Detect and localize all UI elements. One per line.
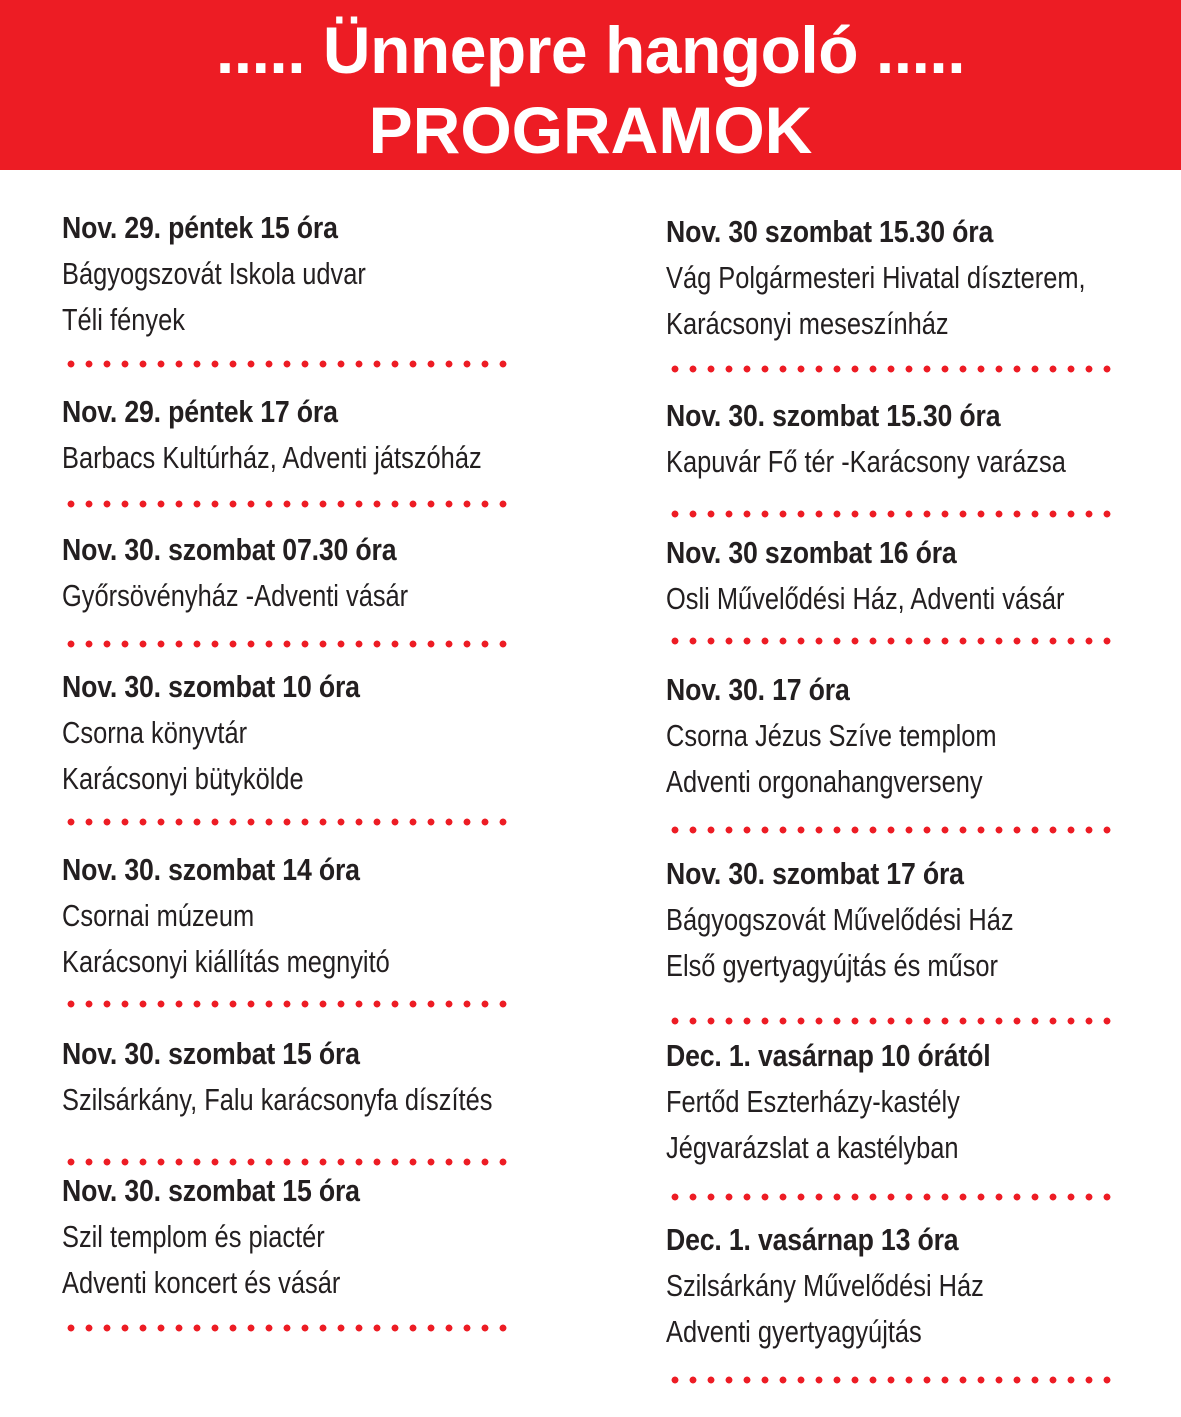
event-item bbox=[666, 530, 1136, 622]
event-description: Bágyogszovát Művelődési Ház bbox=[666, 902, 1014, 937]
event-item bbox=[62, 664, 532, 802]
event-datetime: Nov. 30. szombat 15.30 óra bbox=[666, 398, 1001, 433]
dotted-divider bbox=[62, 640, 514, 648]
dotted-divider bbox=[62, 1158, 514, 1166]
event-description: Szilsárkány Művelődési Ház bbox=[666, 1268, 984, 1303]
dotted-divider bbox=[666, 1376, 1118, 1384]
event-description: Karácsonyi meseszínház bbox=[666, 306, 949, 341]
event-datetime: Nov. 30 szombat 16 óra bbox=[666, 535, 957, 570]
event-description: Kapuvár Fő tér -Karácsony varázsa bbox=[666, 444, 1066, 479]
event-item bbox=[666, 209, 1136, 347]
event-description: Adventi gyertyagyújtás bbox=[666, 1314, 922, 1349]
event-datetime: Nov. 30. szombat 14 óra bbox=[62, 852, 360, 887]
event-description: Szil templom és piactér bbox=[62, 1219, 325, 1254]
event-description: Adventi koncert és vásár bbox=[62, 1265, 341, 1300]
event-description: Barbacs Kultúrház, Adventi játszóház bbox=[62, 440, 482, 475]
event-datetime: Nov. 30. szombat 15 óra bbox=[62, 1173, 360, 1208]
event-datetime: Nov. 30. szombat 10 óra bbox=[62, 669, 360, 704]
event-datetime: Nov. 29. péntek 17 óra bbox=[62, 394, 338, 429]
event-item bbox=[666, 667, 1136, 805]
dotted-divider bbox=[666, 1017, 1118, 1025]
header-subtitle: PROGRAMOK bbox=[368, 93, 813, 167]
dotted-divider bbox=[666, 826, 1118, 834]
event-item bbox=[62, 389, 532, 481]
event-description: Karácsonyi bütykölde bbox=[62, 761, 304, 796]
event-description: Téli fények bbox=[62, 302, 185, 337]
event-description: Csornai múzeum bbox=[62, 898, 255, 933]
event-datetime: Nov. 30. szombat 07.30 óra bbox=[62, 532, 397, 567]
event-item bbox=[666, 1033, 1136, 1171]
event-datetime: Nov. 30. szombat 17 óra bbox=[666, 856, 964, 891]
header-banner bbox=[0, 0, 1181, 170]
dotted-divider bbox=[62, 1324, 514, 1332]
dotted-divider bbox=[62, 818, 514, 826]
dotted-divider bbox=[666, 1193, 1118, 1201]
event-item bbox=[666, 851, 1136, 989]
event-description: Vág Polgármesteri Hivatal díszterem, bbox=[666, 260, 1086, 295]
event-item bbox=[62, 847, 532, 985]
event-datetime: Dec. 1. vasárnap 10 órától bbox=[666, 1038, 991, 1073]
dotted-divider bbox=[666, 365, 1118, 373]
event-description: Osli Művelődési Ház, Adventi vásár bbox=[666, 581, 1065, 616]
event-description: Győrsövényház -Adventi vásár bbox=[62, 578, 409, 613]
event-description: Csorna Jézus Szíve templom bbox=[666, 718, 997, 753]
event-description: Jégvarázslat a kastélyban bbox=[666, 1130, 959, 1165]
event-datetime: Dec. 1. vasárnap 13 óra bbox=[666, 1222, 959, 1257]
event-item bbox=[62, 1031, 532, 1123]
event-description: Fertőd Eszterházy-kastély bbox=[666, 1084, 960, 1119]
event-description: Karácsonyi kiállítás megnyitó bbox=[62, 944, 390, 979]
event-item bbox=[62, 1168, 532, 1306]
header-title: ..... Ünnepre hangoló ..... bbox=[215, 13, 966, 87]
dotted-divider bbox=[62, 360, 514, 368]
dotted-divider bbox=[666, 510, 1118, 518]
event-item bbox=[62, 527, 532, 619]
event-datetime: Nov. 30 szombat 15.30 óra bbox=[666, 214, 994, 249]
event-item bbox=[666, 393, 1136, 485]
event-datetime: Nov. 30. 17 óra bbox=[666, 672, 850, 707]
event-description: Bágyogszovát Iskola udvar bbox=[62, 256, 366, 291]
event-datetime: Nov. 29. péntek 15 óra bbox=[62, 210, 338, 245]
event-item bbox=[62, 205, 532, 343]
event-description: Első gyertyagyújtás és műsor bbox=[666, 948, 999, 983]
dotted-divider bbox=[62, 1000, 514, 1008]
dotted-divider bbox=[666, 637, 1118, 645]
event-description: Csorna könyvtár bbox=[62, 715, 248, 750]
event-description: Adventi orgonahangverseny bbox=[666, 764, 983, 799]
dotted-divider bbox=[62, 500, 514, 508]
event-datetime: Nov. 30. szombat 15 óra bbox=[62, 1036, 360, 1071]
event-description: Szilsárkány, Falu karácsonyfa díszítés bbox=[62, 1082, 493, 1117]
event-item bbox=[666, 1217, 1136, 1355]
